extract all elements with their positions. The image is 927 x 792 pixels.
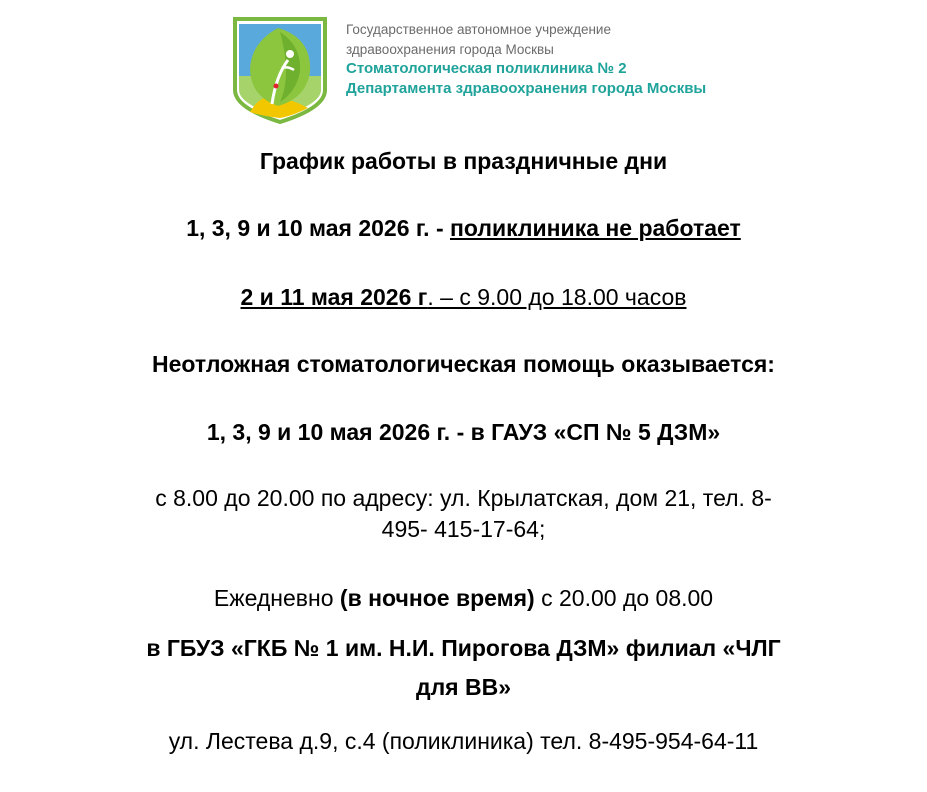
- header: [232, 16, 752, 128]
- closed-status: поликлиника не работает: [450, 215, 741, 241]
- closed-dates: 1, 3, 9 и 10 мая 2026 г. -: [186, 215, 450, 241]
- org-name: [346, 20, 766, 98]
- night-bold: (в ночное время): [339, 585, 535, 611]
- department-name: Департамента здравоохранения города Москвы: [346, 79, 707, 97]
- working-dates: 2 и 11 мая 2026 г: [240, 284, 428, 310]
- hospital-line-1: в ГБУЗ «ГКБ № 1 им. Н.И. Пирогова ДЗМ» филиал «ЧЛГ: [146, 635, 781, 661]
- night-prefix: Ежедневно: [213, 585, 340, 611]
- night-suffix: с 20.00 до 08.00: [534, 585, 714, 611]
- clinic-logo: [232, 16, 328, 124]
- hospital-line-2: для ВВ»: [415, 674, 512, 700]
- working-days-line: [0, 283, 927, 311]
- hospital-address: ул. Лестева д.9, с.4 (поликлиника) тел. 8-495-954-64-11: [168, 728, 759, 754]
- clinic-name: Стоматологическая поликлиника № 2: [346, 60, 627, 77]
- page-title: График работы в праздничные дни: [259, 148, 668, 174]
- org-line-1: Государственное автономное учреждение: [346, 22, 611, 37]
- org-line-2: здравоохранения города Москвы: [346, 41, 554, 57]
- emergency-hours-line-2: 495- 415-17-64;: [381, 516, 546, 542]
- emergency-heading: Неотложная стоматологическая помощь оказывается:: [152, 351, 775, 377]
- emergency-hours-line-1: с 8.00 до 20.00 по адресу: ул. Крылатская, дом 21, тел. 8-: [155, 485, 772, 511]
- working-hours: . – с 9.00 до 18.00 часов: [427, 284, 687, 310]
- night-hours-line: [0, 584, 927, 612]
- closed-days-line: [0, 214, 927, 242]
- emergency-dates: 1, 3, 9 и 10 мая 2026 г. - в ГАУЗ «СП № 5 ДЗМ»: [206, 419, 721, 445]
